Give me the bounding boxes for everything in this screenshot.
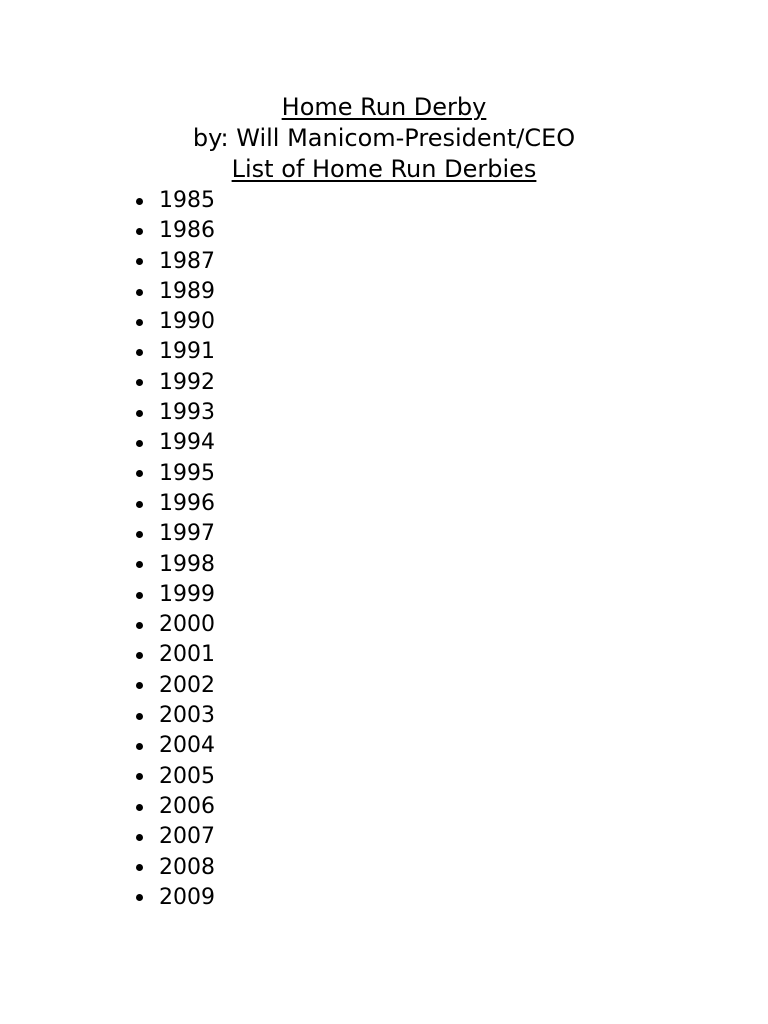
years-list — [132, 186, 215, 913]
bullet-icon — [136, 258, 143, 265]
bullet-icon — [136, 289, 143, 296]
year-label: 2001 — [159, 642, 215, 668]
bullet-icon — [136, 379, 143, 386]
document-header — [0, 92, 768, 185]
bullet-icon — [136, 349, 143, 356]
bullet-icon — [136, 652, 143, 659]
bullet-icon — [136, 470, 143, 477]
list-item — [132, 277, 215, 307]
year-label: 1986 — [159, 218, 215, 244]
bullet-icon — [136, 682, 143, 689]
year-label: 1987 — [159, 248, 215, 274]
bullet-icon — [136, 773, 143, 780]
bullet-icon — [136, 440, 143, 447]
list-item — [132, 580, 215, 610]
bullet-icon — [136, 198, 143, 205]
bullet-icon — [136, 228, 143, 235]
bullet-icon — [136, 592, 143, 599]
year-label: 1997 — [159, 521, 215, 547]
year-label: 1992 — [159, 369, 215, 395]
year-label: 1985 — [159, 188, 215, 213]
bullet-icon — [136, 743, 143, 750]
bullet-icon — [136, 804, 143, 811]
list-item — [132, 519, 215, 549]
year-label: 2002 — [159, 672, 215, 698]
list-item — [132, 368, 215, 398]
year-label: 1996 — [159, 490, 215, 516]
year-label: 1995 — [159, 460, 215, 486]
bullet-icon — [136, 410, 143, 417]
year-label: 1991 — [159, 339, 215, 365]
list-item — [132, 550, 215, 580]
year-label: 1998 — [159, 551, 215, 577]
list-item — [132, 671, 215, 701]
list-item — [132, 428, 215, 458]
year-label: 2008 — [159, 854, 215, 880]
year-label: 1989 — [159, 278, 215, 304]
list-item — [132, 186, 215, 216]
year-label: 2000 — [159, 612, 215, 638]
year-label: 2004 — [159, 733, 215, 759]
year-label: 1994 — [159, 430, 215, 456]
list-item — [132, 247, 215, 277]
list-item — [132, 307, 215, 337]
list-item — [132, 731, 215, 761]
bullet-icon — [136, 894, 143, 901]
list-item — [132, 459, 215, 489]
list-heading: List of Home Run Derbies — [231, 155, 537, 183]
list-item — [132, 610, 215, 640]
year-label: 1993 — [159, 400, 215, 426]
bullet-icon — [136, 561, 143, 568]
bullet-icon — [136, 319, 143, 326]
year-label: 1999 — [159, 581, 215, 607]
bullet-icon — [136, 531, 143, 538]
year-label: 2006 — [159, 793, 215, 819]
bullet-icon — [136, 622, 143, 629]
list-item — [132, 337, 215, 367]
bullet-icon — [136, 864, 143, 871]
year-label: 2005 — [159, 763, 215, 789]
list-item — [132, 762, 215, 792]
list-item — [132, 489, 215, 519]
document-byline: by: Will Manicom-President/CEO — [192, 124, 576, 152]
document-title: Home Run Derby — [281, 93, 487, 121]
bullet-icon — [136, 501, 143, 508]
year-label: 2009 — [159, 884, 215, 910]
year-label: 2007 — [159, 824, 215, 850]
year-label: 1990 — [159, 309, 215, 335]
bullet-icon — [136, 834, 143, 841]
list-item — [132, 792, 215, 822]
year-label: 2003 — [159, 703, 215, 729]
list-item — [132, 216, 215, 246]
list-item — [132, 883, 215, 913]
list-item — [132, 701, 215, 731]
list-item — [132, 853, 215, 883]
list-item — [132, 640, 215, 670]
list-item — [132, 822, 215, 852]
bullet-icon — [136, 713, 143, 720]
list-item — [132, 398, 215, 428]
